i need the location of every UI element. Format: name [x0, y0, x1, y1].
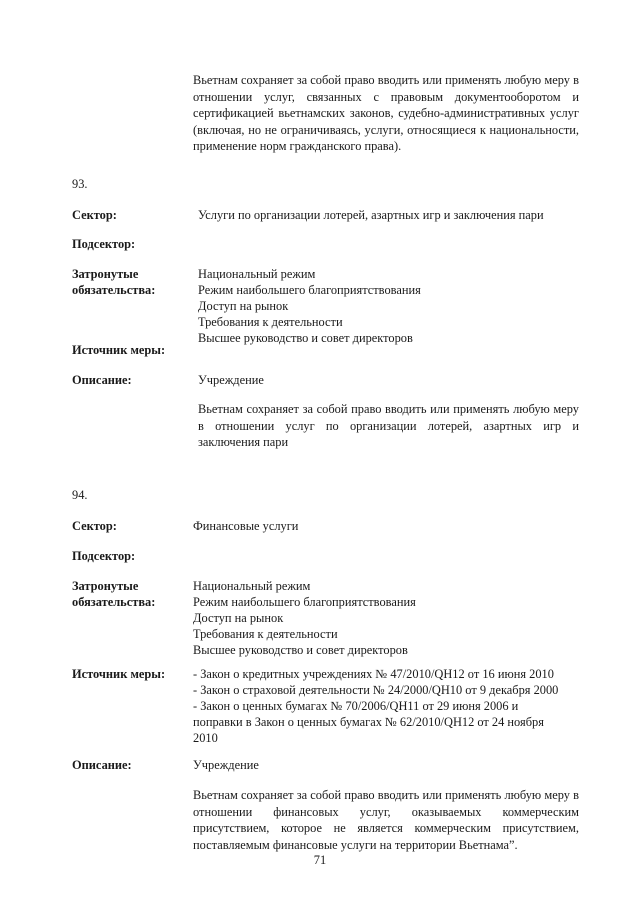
obligations-list: [193, 578, 416, 658]
intro-paragraph: Вьетнам сохраняет за собой право вводить или применять любую меру в отношении услуг, связанных с правовым документооборотом и сертификацией вьетнамских законов, судебно-административных услуг (включая, но не ограничиваясь, услуги, относящиеся к национальности, применение норм гражданского права).: [193, 73, 579, 154]
source-item: - Закон о ценных бумагах № 70/2006/QH11 от 29 июня 2006 и: [193, 699, 519, 713]
obligation-item: Доступ на рынок: [193, 611, 284, 625]
page-number: 71: [313, 853, 327, 867]
obligation-item: Требования к деятельности: [198, 315, 343, 329]
source-item: 2010: [193, 731, 218, 745]
subsector-label: Подсектор:: [72, 237, 136, 251]
sector-value: Услуги по организации лотерей, азартных игр и заключения пари: [198, 208, 544, 222]
obligation-item: Национальный режим: [193, 579, 311, 593]
source-label: Источник меры:: [72, 343, 166, 357]
source-label: Источник меры:: [72, 667, 166, 681]
description-text: Вьетнам сохраняет за собой право вводить или применять любую меру в отношении финансовых услуг, оказываемых коммерческим присутствием, которое не является коммерческим присутствием, поставляемым финансовые услуги на территории Вьетнама”.: [193, 788, 579, 852]
obligations-label-line: Затронутые: [72, 267, 139, 281]
description-label: Описание:: [72, 758, 132, 772]
entry-number: 93.: [72, 177, 88, 191]
source-item: поправки в Закон о ценных бумагах № 62/2010/QH12 от 24 ноября: [193, 715, 544, 729]
source-item: - Закон о кредитных учреждениях № 47/2010/QH12 от 16 июня 2010: [193, 667, 554, 681]
description-label: Описание:: [72, 373, 132, 387]
source-item: - Закон о страховой деятельности № 24/2000/QH10 от 9 декабря 2000: [193, 683, 559, 697]
obligation-item: Высшее руководство и совет директоров: [198, 331, 413, 345]
obligations-list: [198, 266, 421, 346]
obligation-item: Высшее руководство и совет директоров: [193, 643, 408, 657]
obligations-label-line: обязательства:: [72, 595, 156, 609]
sector-value: Финансовые услуги: [193, 519, 299, 533]
entry-number: 94.: [72, 488, 88, 502]
obligations-label: [72, 578, 155, 610]
description-text: Вьетнам сохраняет за собой право вводить или применять любую меру в отношении услуг по организации лотерей, азартных игр и заключения пари: [198, 402, 579, 450]
obligation-item: Национальный режим: [198, 267, 316, 281]
description-title: Учреждение: [193, 758, 259, 772]
obligations-label-line: Затронутые: [72, 579, 139, 593]
sector-label: Сектор:: [72, 208, 117, 222]
obligation-item: Режим наибольшего благоприятствования: [193, 595, 416, 609]
sector-label: Сектор:: [72, 519, 117, 533]
subsector-label: Подсектор:: [72, 549, 136, 563]
obligation-item: Доступ на рынок: [198, 299, 289, 313]
description-title: Учреждение: [198, 373, 264, 387]
obligations-label: [72, 266, 155, 298]
obligation-item: Режим наибольшего благоприятствования: [198, 283, 421, 297]
source-list: [193, 666, 558, 746]
obligations-label-line: обязательства:: [72, 283, 156, 297]
obligation-item: Требования к деятельности: [193, 627, 338, 641]
